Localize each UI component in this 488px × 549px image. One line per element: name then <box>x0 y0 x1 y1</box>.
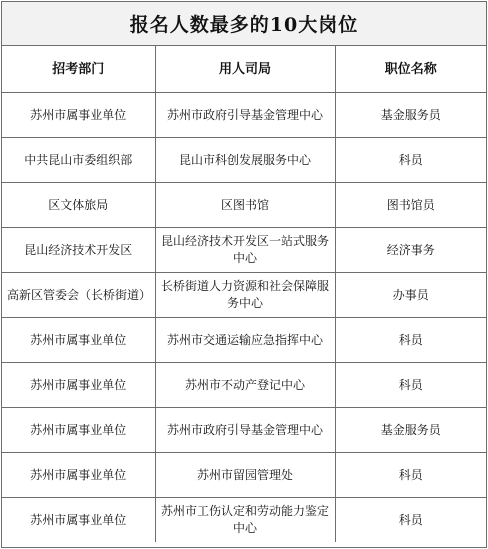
table-row <box>2 273 486 318</box>
header-position: 职位名称 <box>335 46 486 93</box>
cell-bureau: 昆山市科创发展服务中心 <box>155 138 335 183</box>
jobs-table-card <box>1 1 487 548</box>
cell-department: 高新区管委会（长桥街道） <box>2 273 155 318</box>
cell-department: 苏州市属事业单位 <box>2 453 155 498</box>
cell-bureau: 苏州市政府引导基金管理中心 <box>155 408 335 453</box>
cell-position: 科员 <box>335 138 486 183</box>
cell-department: 苏州市属事业单位 <box>2 408 155 453</box>
cell-bureau: 苏州市政府引导基金管理中心 <box>155 93 335 138</box>
cell-position: 办事员 <box>335 273 486 318</box>
table-row <box>2 363 486 408</box>
cell-position: 经济事务 <box>335 228 486 273</box>
cell-bureau: 苏州市工伤认定和劳动能力鉴定中心 <box>155 498 335 543</box>
cell-department: 苏州市属事业单位 <box>2 93 155 138</box>
cell-department: 苏州市属事业单位 <box>2 363 155 408</box>
cell-bureau: 苏州市交通运输应急指挥中心 <box>155 318 335 363</box>
cell-position: 科员 <box>335 498 486 543</box>
header-row <box>2 46 486 93</box>
table-body <box>2 93 486 543</box>
header-bureau: 用人司局 <box>155 46 335 93</box>
table-row <box>2 408 486 453</box>
table-row <box>2 228 486 273</box>
cell-bureau: 长桥街道人力资源和社会保障服务中心 <box>155 273 335 318</box>
cell-bureau: 苏州市留园管理处 <box>155 453 335 498</box>
table-row <box>2 453 486 498</box>
table-row <box>2 93 486 138</box>
jobs-table <box>2 46 486 542</box>
cell-department: 苏州市属事业单位 <box>2 498 155 543</box>
cell-department: 昆山经济技术开发区 <box>2 228 155 273</box>
table-title: 报名人数最多的10大岗位 <box>2 2 486 46</box>
cell-bureau: 区图书馆 <box>155 183 335 228</box>
cell-position: 图书馆员 <box>335 183 486 228</box>
cell-bureau: 苏州市不动产登记中心 <box>155 363 335 408</box>
cell-department: 中共昆山市委组织部 <box>2 138 155 183</box>
header-department: 招考部门 <box>2 46 155 93</box>
table-row <box>2 498 486 543</box>
cell-position: 科员 <box>335 318 486 363</box>
table-row <box>2 138 486 183</box>
cell-position: 科员 <box>335 363 486 408</box>
cell-position: 基金服务员 <box>335 93 486 138</box>
cell-position: 科员 <box>335 453 486 498</box>
table-row <box>2 318 486 363</box>
cell-department: 苏州市属事业单位 <box>2 318 155 363</box>
cell-department: 区文体旅局 <box>2 183 155 228</box>
cell-position: 基金服务员 <box>335 408 486 453</box>
cell-bureau: 昆山经济技术开发区一站式服务中心 <box>155 228 335 273</box>
table-row <box>2 183 486 228</box>
